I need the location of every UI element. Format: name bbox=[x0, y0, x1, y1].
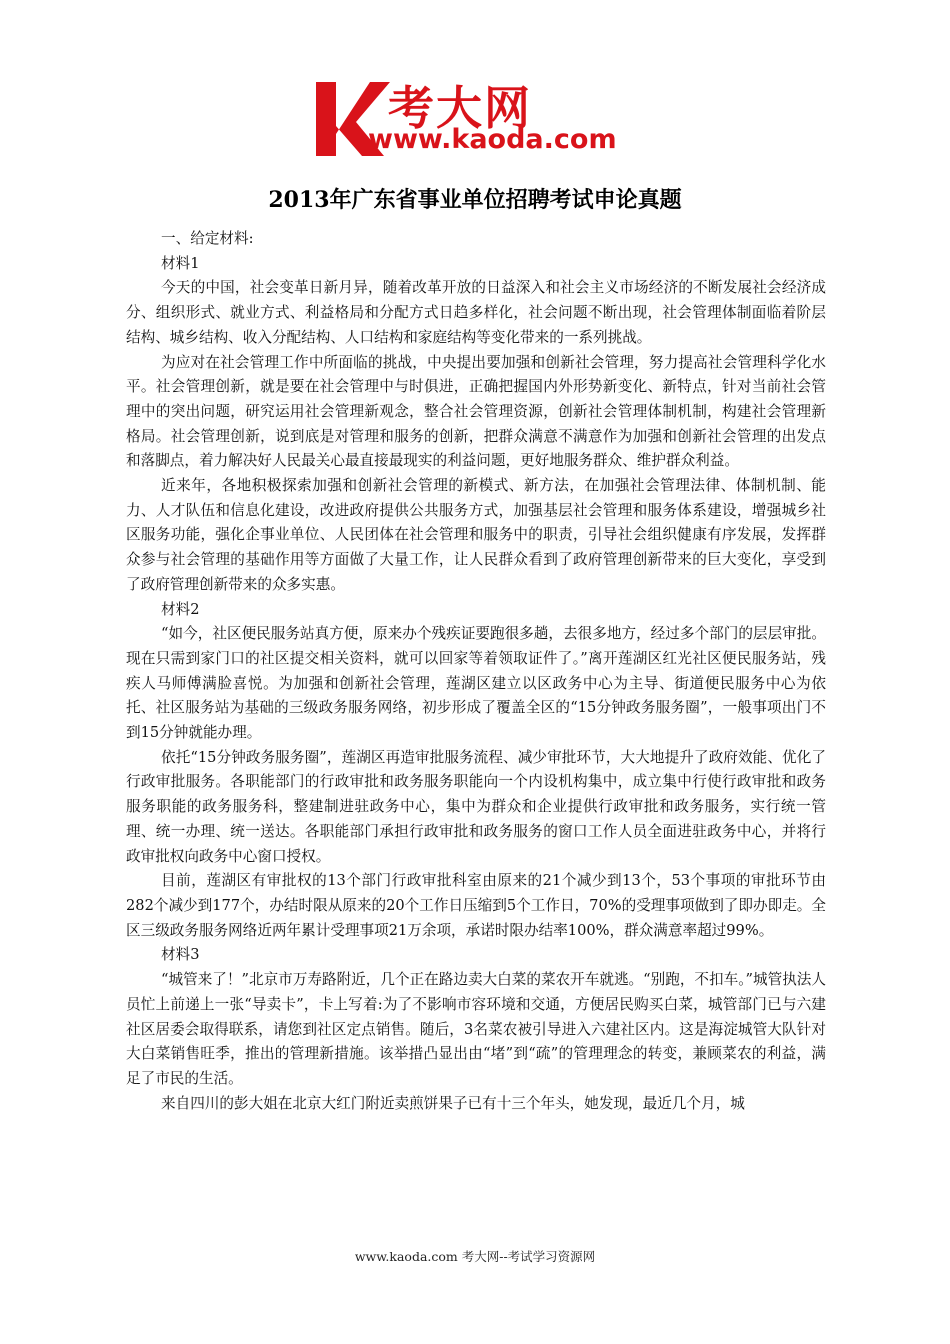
section-heading: 材料1 bbox=[161, 254, 200, 272]
body-paragraph: 今天的中国，社会变革日新月异，随着改革开放的日益深入和社会主义市场经济的不断发展社会经济成分、组织形式、就业方式、利益格局和分配方式日趋多样化，社会问题不断出现，社会管理体制面临着阶层结构、城乡结构、收入分配结构、人口结构和家庭结构等变化带来的一系列挑战。 bbox=[126, 279, 826, 346]
body-paragraph: 近来年，各地积极探索加强和创新社会管理的新模式、新方法，在加强社会管理法律、体制机制、能力、人才队伍和信息化建设，改进政府提供公共服务方式，加强基层社会管理和服务体系建设，增强城乡社区服务功能，强化企事业单位、人民团体在社会管理和服务中的职责，引导社会组织健康有序发展，发挥群众参与社会管理的基础作用等方面做了大量工作，让人民群众看到了政府管理创新带来的巨大变化，享受到了政府管理创新带来的众多实惠。 bbox=[126, 477, 826, 593]
body-paragraph: “城管来了！”北京市万寿路附近，几个正在路边卖大白菜的菜农开车就逃。“别跑，不扣车。”城管执法人员忙上前递上一张“导卖卡”，卡上写着:为了不影响市容环境和交通，方便居民购买白菜，城管部门已与六建社区居委会取得联系，请您到社区定点销售。随后，3名菜农被引导进入六建社区内。这是海淀城管大队针对大白菜销售旺季，推出的管理新措施。该举措凸显出由“堵”到“疏”的管理理念的转变，兼顾菜农的利益，满足了市民的生活。 bbox=[126, 971, 826, 1087]
logo-url-text: www.kaoda.com bbox=[368, 124, 617, 155]
logo-brand-text: 考大网 bbox=[388, 81, 532, 135]
section-heading: 一、给定材料: bbox=[161, 230, 254, 247]
document-title: 2013年广东省事业单位招聘考试申论真题 bbox=[268, 187, 682, 213]
section-heading: 材料2 bbox=[161, 600, 200, 618]
body-paragraph: 目前，莲湖区有审批权的13个部门行政审批科室由原来的21个减少到13个，53个事项的审批环节由282个减少到177个，办结时限从原来的20个工作日压缩到5个工作日，70%的受理事项做到了即办即走。全区三级政务服务网络近两年累计受理事项21万余项，承诺时限办结率100%，群众满意率超过99%。 bbox=[126, 872, 826, 939]
body-paragraph: 依托“15分钟政务服务圈”，莲湖区再造审批服务流程、减少审批环节，大大地提升了政府效能、优化了行政审批服务。各职能部门的行政审批和政务服务职能向一个内设机构集中，成立集中行使行政审批和政务服务职能的政务服务科，整建制进驻政务中心，集中为群众和企业提供行政审批和政务服务，实行统一管理、统一办理、统一送达。各职能部门承担行政审批和政务服务的窗口工作人员全面进驻政务中心，并将行政审批权向政务中心窗口授权。 bbox=[126, 748, 826, 865]
document-body bbox=[126, 227, 826, 1116]
kaoda-logo bbox=[312, 76, 642, 160]
section-heading: 材料3 bbox=[161, 946, 200, 964]
body-paragraph: “如今，社区便民服务站真方便，原来办个残疾证要跑很多趟，去很多地方，经过多个部门的层层审批。现在只需到家门口的社区提交相关资料，就可以回家等着领取证件了。”离开莲湖区红光社区便民服务站，残疾人马师傅满脸喜悦。为加强和创新社会管理，莲湖区建立以区政务中心为主导、街道便民服务中心为依托、社区服务站为基础的三级政务服务网络，初步形成了覆盖全区的“15分钟政务服务圈”，一般事项出门不到15分钟就能办理。 bbox=[126, 625, 826, 742]
body-paragraph: 为应对在社会管理工作中所面临的挑战，中央提出要加强和创新社会管理，努力提高社会管理科学化水平。社会管理创新，就是要在社会管理中与时俱进，正确把握国内外形势新变化、新特点，针对当前社会管理中的突出问题，研究运用社会管理新观念，整合社会管理资源，创新社会管理体制机制，构建社会管理新格局。社会管理创新，说到底是对管理和服务的创新，把群众满意不满意作为加强和创新社会管理的出发点和落脚点，着力解决好人民最关心最直接最现实的利益问题，更好地服务群众、维护群众利益。 bbox=[126, 353, 826, 470]
page-footer: www.kaoda.com 考大网--考试学习资源网 bbox=[354, 1249, 596, 1264]
body-paragraph: 来自四川的彭大姐在北京大红门附近卖煎饼果子已有十三个年头，她发现，最近几个月，城 bbox=[161, 1094, 745, 1112]
